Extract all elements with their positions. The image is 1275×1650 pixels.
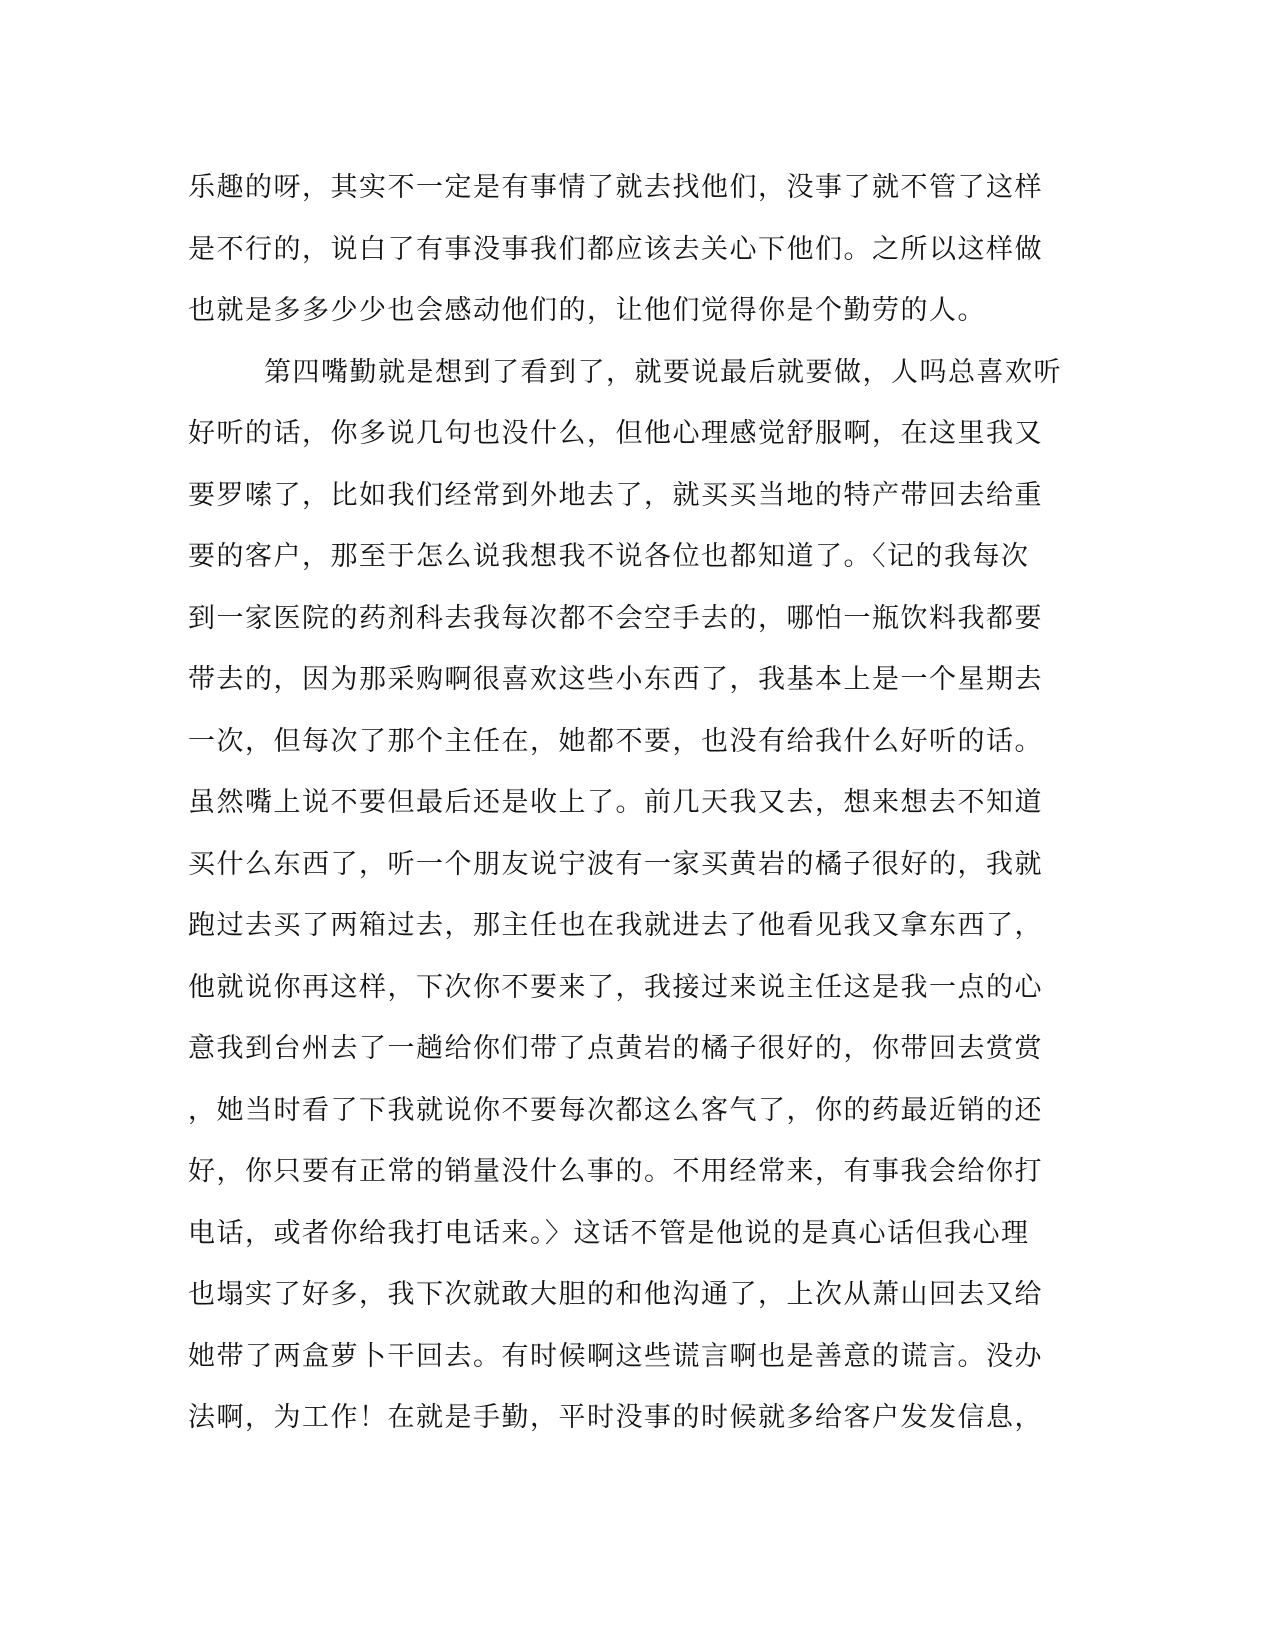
text-line: 电话，或者你给我打电话来。〉这话不管是他说的是真心话但我心理 [188, 1217, 1030, 1249]
text-line: 是不行的，说白了有事没事我们都应该去关心下他们。之所以这样做 [188, 233, 1043, 265]
text-line: 好听的话，你多说几句也没什么，但他心理感觉舒服啊，在这里我又 [188, 418, 1043, 449]
text-line: 跑过去买了两箱过去，那主任也在我就进去了他看见我又拿东西了， [188, 910, 1043, 941]
text-line: 好，你只要有正常的销量没什么事的。不用经常来，有事我会给你打 [188, 1156, 1043, 1187]
text-line: 带去的，因为那采购啊很喜欢这些小东西了，我基本上是一个星期去 [188, 664, 1043, 695]
text-line: 她带了两盒萝卜干回去。有时候啊这些谎言啊也是善意的谎言。没办 [188, 1340, 1043, 1372]
text-line: 买什么东西了，听一个朋友说宁波有一家买黄岩的橘子很好的，我就 [188, 848, 1043, 880]
text-line: 他就说你再这样，下次你不要来了，我接过来说主任这是我一点的心 [188, 971, 1043, 1003]
text-line: 也塌实了好多，我下次就敢大胆的和他沟通了，上次从萧山回去又给 [188, 1279, 1043, 1310]
text-line: 一次，但每次了那个主任在，她都不要，也没有给我什么好听的话。 [188, 725, 1043, 757]
text-line: 到一家医院的药剂科去我每次都不会空手去的，哪怕一瓶饮料我都要 [188, 602, 1043, 634]
paragraph-start-line: 第四嘴勤就是想到了看到了，就要说最后就要做，人吗总喜欢听 [264, 356, 1062, 388]
text-line: ，她当时看了下我就说你不要每次都这么客气了，你的药最近销的还 [188, 1094, 1043, 1126]
text-line: 也就是多多少少也会感动他们的，让他们觉得你是个勤劳的人。 [188, 295, 986, 326]
text-line: 要的客户，那至于怎么说我想我不说各位也都知道了。〈记的我每次 [188, 541, 1030, 572]
text-line: 虽然嘴上说不要但最后还是收上了。前几天我又去，想来想去不知道 [188, 787, 1043, 818]
text-line: 要罗嗦了，比如我们经常到外地去了，就买买当地的特产带回去给重 [188, 479, 1043, 511]
body-text [188, 157, 1088, 1449]
text-line: 意我到台州去了一趟给你们带了点黄岩的橘子很好的，你带回去赏赏 [188, 1033, 1043, 1064]
text-line: 法啊，为工作！在就是手勤，平时没事的时候就多给客户发发信息， [188, 1402, 1043, 1433]
text-line: 乐趣的呀，其实不一定是有事情了就去找他们，没事了就不管了这样 [188, 172, 1043, 203]
